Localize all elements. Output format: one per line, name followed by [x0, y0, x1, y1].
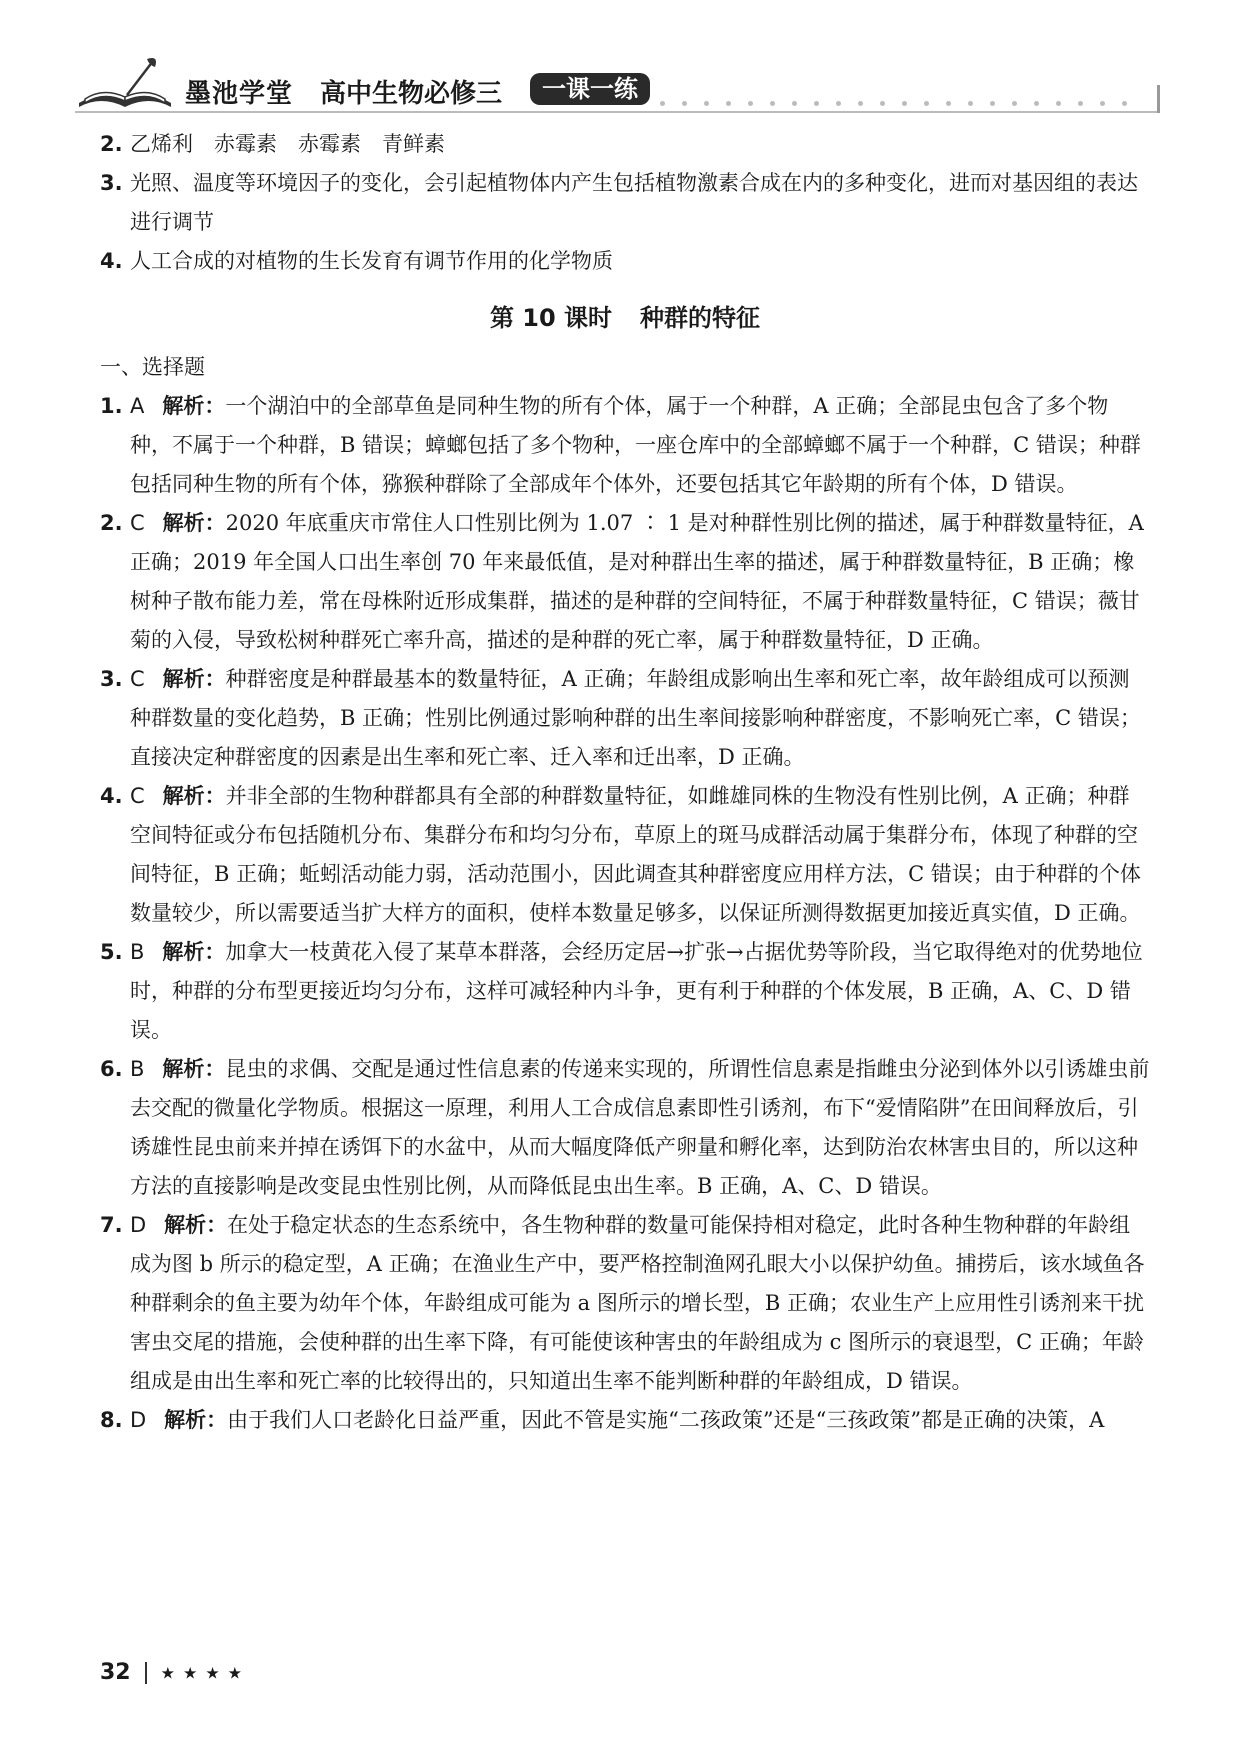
item-number: 1.	[100, 394, 123, 418]
item-number: 3.	[100, 667, 123, 691]
page-content	[100, 125, 1150, 1440]
header-rule	[75, 111, 1160, 113]
answer-letter: D	[130, 1408, 147, 1432]
page-number: 32	[100, 1660, 131, 1685]
question-2	[100, 504, 1150, 660]
answer-letter: D	[130, 1213, 147, 1237]
question-8	[100, 1401, 1150, 1440]
lesson-topic: 种群的特征	[640, 304, 761, 332]
answer-letter: B	[130, 940, 145, 964]
question-4	[100, 777, 1150, 933]
analysis-text: 2020 年底重庆市常住人口性别比例为 1.07 ∶ 1 是对种群性别比例的描述，属于种群数量特征，A 正确；2019 年全国人口出生率创 70 年来最低值，是对种群出生率的描述，属于种群数量特征，B 正确；橡树种子散布能力差，常在母株附近形成集群，描述的是种群的空间特征，不属于种群数量特征，C 错误；薇甘菊的入侵，导致松树种群死亡率升高，描述的是种群的死亡率，属于种群数量特征，D 正确。	[130, 511, 1144, 652]
analysis-label: 解析：	[162, 394, 226, 418]
series-badge: 一课一练	[530, 73, 650, 105]
analysis-label: 解析：	[162, 784, 226, 808]
item-number: 4.	[100, 784, 123, 808]
item-number: 4.	[100, 249, 123, 273]
analysis-text: 加拿大一枝黄花入侵了某草本群落，会经历定居→扩张→占据优势等阶段，当它取得绝对的优势地位时，种群的分布型更接近均匀分布，这样可减轻种内斗争，更有利于种群的个体发展，B 正确，A、C、D 错误。	[130, 940, 1143, 1042]
question-3	[100, 660, 1150, 777]
answer-letter: B	[130, 1057, 145, 1081]
answer-letter: A	[130, 394, 145, 418]
book-quill-logo-icon	[75, 55, 175, 111]
analysis-label: 解析：	[162, 511, 226, 535]
question-6	[100, 1050, 1150, 1206]
brand-name: 墨池学堂	[185, 79, 294, 109]
analysis-label: 解析：	[162, 940, 226, 964]
analysis-text: 在处于稳定状态的生态系统中，各生物种群的数量可能保持相对稳定，此时各种生物种群的年龄组成为图 b 所示的稳定型，A 正确；在渔业生产中，要严格控制渔网孔眼大小以保护幼鱼。捕捞后，该水域鱼各种群剩余的鱼主要为幼年个体，年龄组成可能为 a 图所示的增长型，B 正确；农业生产上应用性引诱剂来干扰害虫交尾的措施，会使种群的出生率下降，有可能使该种害虫的年龄组成为 c 图所示的衰退型，C 正确；年龄组成是由出生率和死亡率的比较得出的，只知道出生率不能判断种群的年龄组成，D 错误。	[130, 1213, 1145, 1393]
item-number: 8.	[100, 1408, 123, 1432]
item-number: 7.	[100, 1213, 123, 1237]
answer-letter: C	[130, 784, 145, 808]
lesson-title	[100, 299, 1150, 338]
item-number: 2.	[100, 511, 123, 535]
difficulty-stars: ★★★★	[160, 1663, 250, 1683]
header-dots	[660, 91, 1155, 99]
page-header	[75, 55, 1160, 115]
analysis-label: 解析：	[162, 1057, 226, 1081]
analysis-text: 一个湖泊中的全部草鱼是同种生物的所有个体，属于一个种群，A 正确；全部昆虫包含了多个物种，不属于一个种群，B 错误；蟑螂包括了多个物种，一座仓库中的全部蟑螂不属于一个种群，C 错误；种群包括同种生物的所有个体，猕猴种群除了全部成年个体外，还要包括其它年龄期的所有个体，D 错误。	[130, 394, 1141, 496]
header-rule-end	[1157, 85, 1160, 113]
question-7	[100, 1206, 1150, 1401]
footer-divider	[145, 1662, 147, 1684]
answer-text: 人工合成的对植物的生长发育有调节作用的化学物质	[130, 249, 613, 273]
prev-answer-2	[100, 125, 1150, 164]
analysis-text: 种群密度是种群最基本的数量特征，A 正确；年龄组成影响出生率和死亡率，故年龄组成可以预测种群数量的变化趋势，B 正确；性别比例通过影响种群的出生率间接影响种群密度，不影响死亡率，C 错误；直接决定种群密度的因素是出生率和死亡率、迁入率和迁出率，D 正确。	[130, 667, 1141, 769]
analysis-label: 解析：	[164, 1408, 228, 1432]
question-5	[100, 933, 1150, 1050]
answer-text: 乙烯利 赤霉素 赤霉素 青鲜素	[130, 132, 445, 156]
answer-letter: C	[130, 667, 145, 691]
prev-answer-4	[100, 242, 1150, 281]
item-number: 6.	[100, 1057, 123, 1081]
item-number: 3.	[100, 171, 123, 195]
page-footer	[100, 1660, 250, 1690]
analysis-text: 并非全部的生物种群都具有全部的种群数量特征，如雌雄同株的生物没有性别比例，A 正确；种群空间特征或分布包括随机分布、集群分布和均匀分布，草原上的斑马成群活动属于集群分布，体现了种群的空间特征，B 正确；蚯蚓活动能力弱，活动范围小，因此调查其种群密度应用样方法，C 错误；由于种群的个体数量较少，所以需要适当扩大样方的面积，使样本数量足够多，以保证所测得数据更加接近真实值，D 正确。	[130, 784, 1141, 925]
analysis-label: 解析：	[164, 1213, 228, 1237]
lesson-number: 第 10 课时	[489, 304, 613, 332]
analysis-text: 由于我们人口老龄化日益严重，因此不管是实施“二孩政策”还是“三孩政策”都是正确的决策，A	[227, 1408, 1105, 1432]
book-subject: 高中生物必修三	[320, 79, 503, 109]
answer-letter: C	[130, 511, 145, 535]
analysis-label: 解析：	[162, 667, 226, 691]
item-number: 2.	[100, 132, 123, 156]
prev-answer-3	[100, 164, 1150, 242]
answer-text: 光照、温度等环境因子的变化，会引起植物体内产生包括植物激素合成在内的多种变化，进而对基因组的表达进行调节	[130, 171, 1138, 234]
item-number: 5.	[100, 940, 123, 964]
question-1	[100, 387, 1150, 504]
analysis-text: 昆虫的求偶、交配是通过性信息素的传递来实现的，所谓性信息素是指雌虫分泌到体外以引诱雄虫前去交配的微量化学物质。根据这一原理，利用人工合成信息素即性引诱剂，布下“爱情陷阱”在田间释放后，引诱雄性昆虫前来并掉在诱饵下的水盆中，从而大幅度降低产卵量和孵化率，达到防治农林害虫目的，所以这种方法的直接影响是改变昆虫性别比例，从而降低昆虫出生率。B 正确，A、C、D 错误。	[130, 1057, 1150, 1198]
section-heading: 一、选择题	[100, 355, 205, 379]
